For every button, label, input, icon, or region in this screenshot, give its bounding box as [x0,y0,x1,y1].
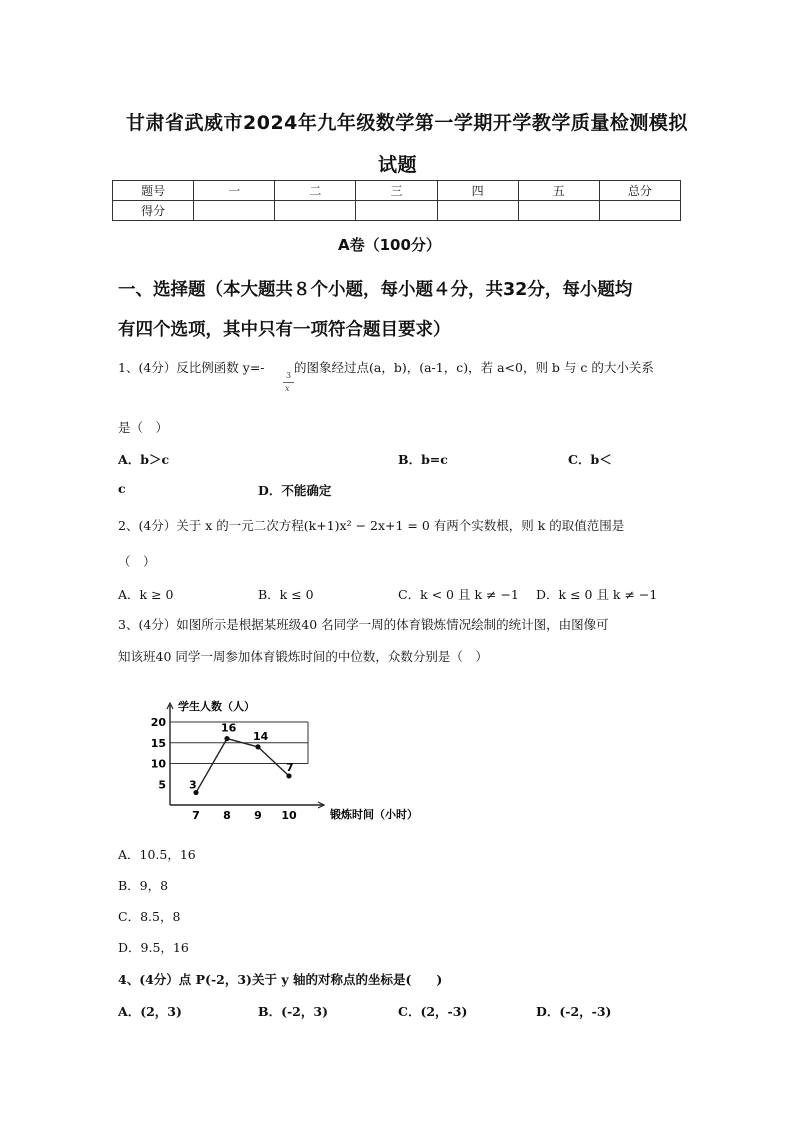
volume-heading: A卷（100分） [338,236,441,254]
q3-option-d[interactable]: D．9.5，16 [118,940,189,955]
score-input-cell[interactable] [356,201,437,221]
score-input-cell[interactable] [194,201,275,221]
score-table-score-row [113,201,681,221]
chart-x-axis-label: 锻炼时间（小时） [330,808,418,821]
score-input-cell[interactable] [599,201,680,221]
page-title-line1: 甘肃省武威市2024年九年级数学第一学期开学教学质量检测模拟 [126,112,688,134]
chart-x-tick-label: 7 [192,809,200,822]
chart-data-label: 14 [253,729,269,743]
q3-option-b[interactable]: B．9，8 [118,878,169,893]
q3-line-chart [148,693,418,825]
chart-y-axis-label: 学生人数（人） [178,700,255,713]
q2-stem: 2、(4分）关于 x 的一元二次方程(k+1)x² − 2x+1 = 0 有两个实数根，则 k 的取值范围是 [118,518,625,533]
score-table-header-row [113,181,681,201]
chart-y-tick-label: 5 [158,778,166,792]
q3-stem-line1: 3、(4分）如图所示是根据某班级40 名同学一周的体育锻炼情况绘制的统计图，由图像可 [118,617,609,632]
chart-data-label: 7 [286,760,294,774]
q1-option-c-wrap: c [118,481,126,496]
q3-stem-line2: 知该班40 同学一周参加体育锻炼时间的中位数，众数分别是（ ） [118,649,488,664]
chart-data-label: 3 [189,778,197,792]
q4-option-b[interactable]: B．(-2，3) [258,1004,328,1019]
score-cell-col4: 四 [437,181,518,201]
chart-data-point [255,744,260,749]
score-table [112,180,681,221]
q1-stem-end: 的图象经过点(a，b)，(a-1，c)，若 a<0，则 b 与 c 的大小关系 [294,360,654,375]
q1-option-c[interactable]: C．b＜ [568,452,612,467]
q1-option-b[interactable]: B．b=c [398,452,448,467]
q4-option-d[interactable]: D．(-2，-3) [536,1004,612,1019]
score-cell-total: 总分 [599,181,680,201]
q2-option-b[interactable]: B．k ≤ 0 [258,587,314,602]
score-cell-col5: 五 [518,181,599,201]
q1-option-d[interactable]: D．不能确定 [258,483,332,498]
chart-series-line [196,739,289,793]
score-input-cell[interactable] [437,201,518,221]
q1-fraction-numerator: 3 [286,371,292,380]
score-row-label: 得分 [113,201,194,221]
score-cell-col3: 三 [356,181,437,201]
score-cell-label: 题号 [113,181,194,201]
q2-option-a[interactable]: A．k ≥ 0 [118,587,174,602]
q4-stem: 4、(4分）点 P(-2，3)关于 y 轴的对称点的坐标是( ) [118,972,443,987]
q2-option-c[interactable]: C．k < 0 且 k ≠ −1 [398,587,519,602]
q1-fraction-denominator: x [285,384,290,393]
score-input-cell[interactable] [518,201,599,221]
q1-stem-start: 1、(4分）反比例函数 y=- [118,360,265,375]
section-heading-line2: 有四个选项，其中只有一项符合题目要求） [118,320,451,340]
q2-answer-paren: （ ） [118,554,156,569]
page-title-line2: 试题 [378,154,418,176]
chart-y-tick-label: 20 [150,716,166,729]
q2-option-d[interactable]: D．k ≤ 0 且 k ≠ −1 [536,587,658,602]
q4-option-c[interactable]: C．(2，-3) [398,1004,468,1019]
chart-x-tick-label: 10 [281,809,297,822]
score-cell-col1: 一 [194,181,275,201]
q3-option-c[interactable]: C．8.5，8 [118,909,181,924]
score-input-cell[interactable] [275,201,356,221]
chart-x-tick-label: 9 [254,809,262,822]
q3-option-a[interactable]: A．10.5，16 [118,847,196,862]
q4-option-a[interactable]: A．(2，3) [118,1004,182,1019]
q1-fraction-bar [283,382,294,383]
chart-data-label: 16 [221,721,237,735]
score-cell-col2: 二 [275,181,356,201]
chart-x-tick-label: 8 [223,809,231,822]
chart-data-point [286,773,291,778]
q1-option-a[interactable]: A．b＞c [118,452,170,467]
section-heading-line1: 一、选择题（本大题共８个小题，每小题４分，共32分，每小题均 [118,280,633,300]
chart-data-point [224,736,229,741]
chart-y-tick-label: 15 [150,736,166,750]
chart-y-tick-label: 10 [150,757,166,771]
q1-stem-tail: 是（ ） [118,420,169,435]
